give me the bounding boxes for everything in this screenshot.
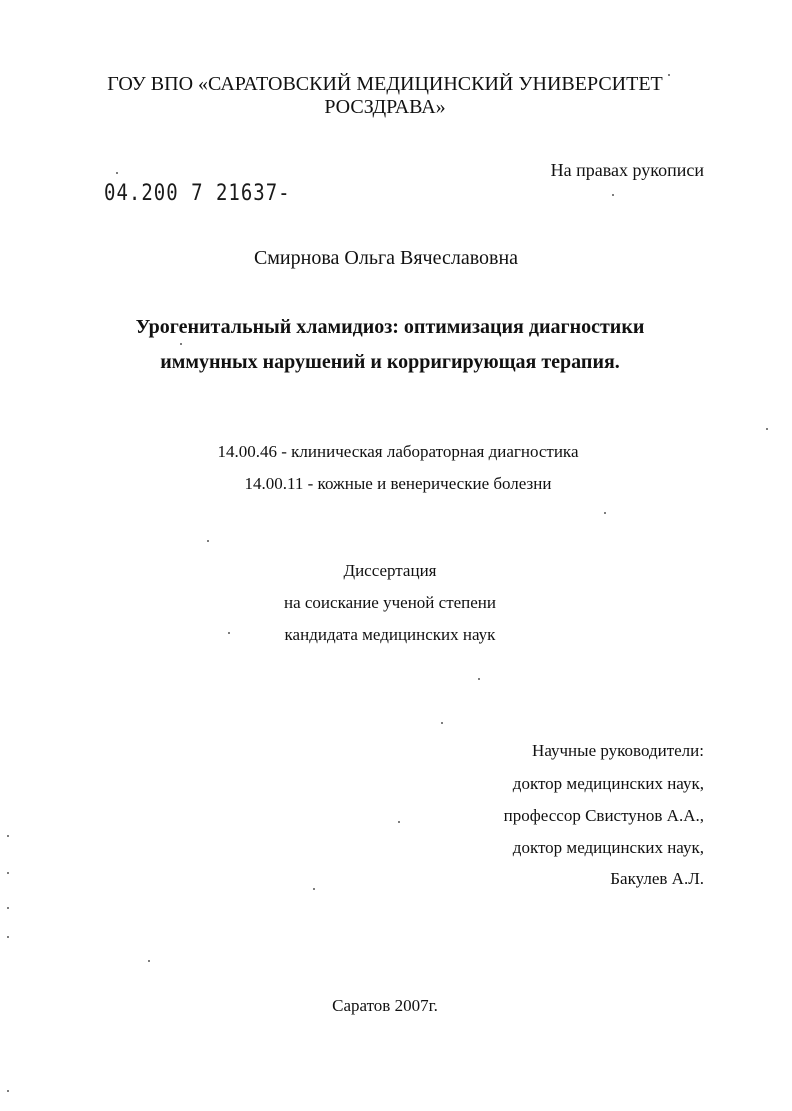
supervisor-2-name: Бакулев А.Л.	[610, 869, 704, 888]
dissertation-label: Диссертация	[343, 561, 437, 580]
scan-speck	[766, 428, 768, 430]
author-name: Смирнова Ольга Вячеславовна	[253, 247, 519, 269]
scan-speck	[478, 678, 480, 680]
scan-speck	[398, 821, 400, 823]
scan-speck	[7, 835, 9, 837]
specialty-code-2: 14.00.11 - кожные и венерические болезни	[244, 474, 552, 493]
scan-speck	[207, 540, 209, 542]
university-name-line2: РОСЗДРАВА»	[324, 96, 446, 118]
degree-purpose-line2: кандидата медицинских наук	[284, 625, 496, 644]
scan-speck	[7, 936, 9, 938]
scan-speck	[148, 960, 150, 962]
scan-speck	[180, 343, 182, 345]
scan-speck	[441, 722, 443, 724]
dissertation-title-line1: Урогенитальный хламидиоз: оптимизация диагностики	[135, 316, 645, 338]
scan-speck	[7, 907, 9, 909]
archive-stamp-code: 04.200 7 21637-	[104, 180, 291, 206]
scan-speck	[7, 872, 9, 874]
supervisor-1-name: профессор Свистунов А.А.,	[503, 806, 704, 825]
scan-speck	[313, 888, 315, 890]
supervisors-heading: Научные руководители:	[532, 741, 704, 760]
scan-speck	[116, 172, 118, 174]
dissertation-title-line2: иммунных нарушений и корригирующая терапия.	[160, 351, 620, 373]
scan-speck	[612, 194, 614, 196]
scan-speck	[604, 512, 606, 514]
city-and-year: Саратов 2007г.	[332, 996, 438, 1015]
degree-purpose-line1: на соискание ученой степени	[283, 593, 497, 612]
supervisor-1-degree: доктор медицинских наук,	[512, 774, 704, 793]
scan-speck	[228, 632, 230, 634]
scan-speck	[668, 74, 670, 76]
specialty-code-1: 14.00.46 - клиническая лабораторная диагностика	[217, 442, 579, 461]
university-name-line1: ГОУ ВПО «САРАТОВСКИЙ МЕДИЦИНСКИЙ УНИВЕРСИТЕТ	[107, 73, 663, 95]
manuscript-rights-note: На правах рукописи	[550, 160, 704, 180]
scan-speck	[7, 1090, 9, 1092]
supervisor-2-degree: доктор медицинских наук,	[512, 838, 704, 857]
